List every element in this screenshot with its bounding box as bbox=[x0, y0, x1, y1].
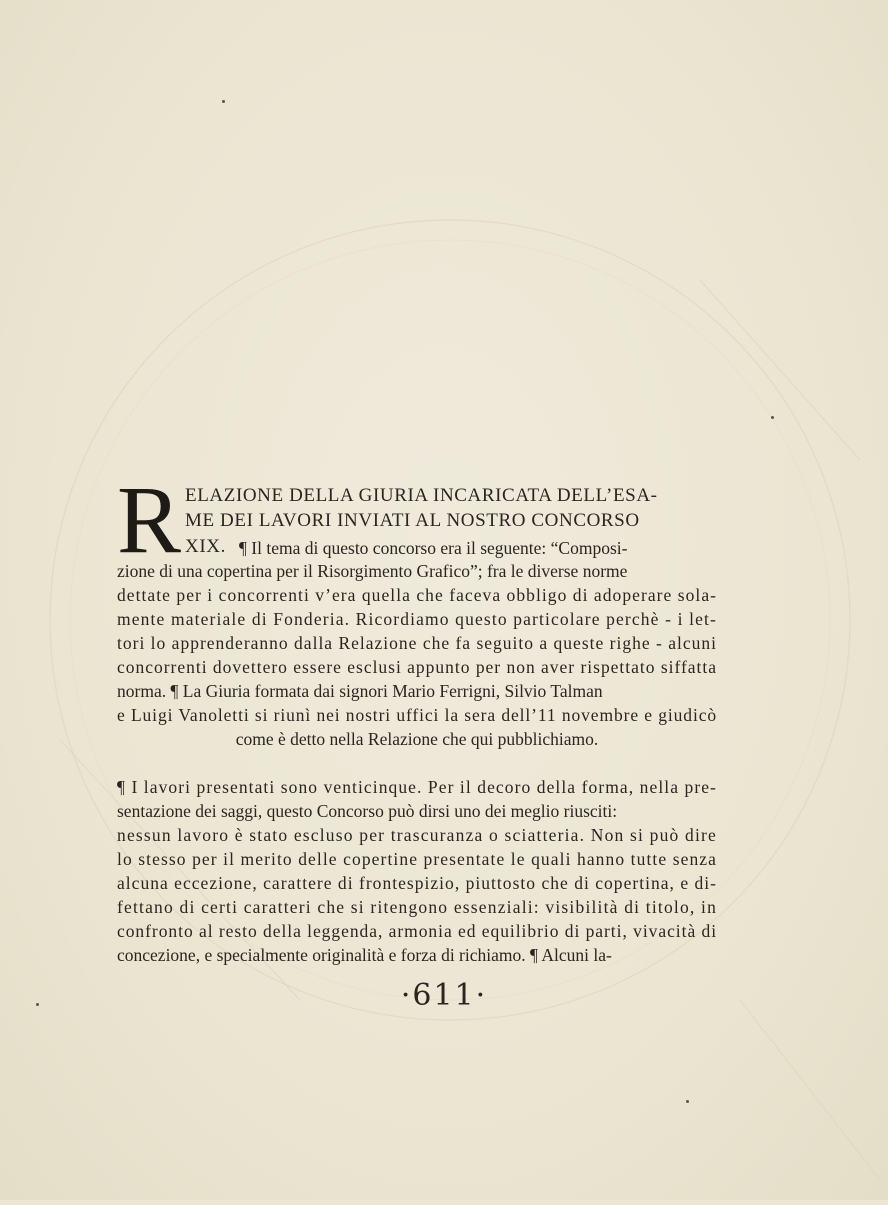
heading-line-3-caps: XIX. bbox=[185, 536, 226, 557]
paragraph-line: tori lo apprenderanno dalla Relazione che fa seguito a queste righe - alcuni bbox=[117, 633, 717, 653]
heading-line-3-text: ¶ Il tema di questo concorso era il seguente: “Composi- bbox=[239, 538, 628, 558]
paragraph-closing-line: come è detto nella Relazione che qui pubblichiamo. bbox=[235, 729, 599, 749]
paragraph-line: sentazione dei saggi, questo Concorso può dirsi uno dei meglio riusciti: bbox=[117, 801, 618, 821]
paragraph-line: zione di una copertina per il Risorgimento Grafico”; fra le diverse norme bbox=[117, 561, 628, 581]
speck bbox=[222, 100, 225, 103]
paragraph-line: nessun lavoro è stato escluso per trascuranza o sciatteria. Non si può dire bbox=[117, 825, 717, 845]
paragraph-line: e Luigi Vanoletti si riunì nei nostri uffici la sera dell’11 novembre e giudicò bbox=[117, 705, 718, 725]
paragraph-line: alcuna eccezione, carattere di frontespizio, piuttosto che di copertina, e di- bbox=[117, 873, 718, 893]
page-number: ·611· bbox=[400, 978, 488, 1013]
paragraph-line: concezione, e specialmente originalità e forza di richiamo. ¶ Alcuni la- bbox=[117, 945, 612, 965]
paragraph-line: norma. ¶ La Giuria formata dai signori Mario Ferrigni, Silvio Talman bbox=[117, 681, 603, 701]
paragraph-line: ¶ I lavori presentati sono venticinque. Per il decoro della forma, nella pre- bbox=[117, 777, 717, 797]
paragraph-line: concorrenti dovettero essere esclusi appunto per non aver rispettato siffatta bbox=[117, 657, 717, 677]
heading-line-1: ELAZIONE DELLA GIURIA INCARICATA DELL’ESA- bbox=[185, 485, 658, 506]
speck bbox=[771, 416, 774, 419]
paragraph-line: lo stesso per il merito delle copertine presentate le quali hanno tutte senza bbox=[117, 849, 718, 869]
paragraph-line: fettano di certi caratteri che si ritengono essenziali: visibilità di titolo, in bbox=[117, 897, 718, 917]
heading-line-2: ME DEI LAVORI INVIATI AL NOSTRO CONCORSO bbox=[185, 510, 640, 531]
paragraph-line: mente materiale di Fonderia. Ricordiamo questo particolare perchè - i let- bbox=[117, 609, 717, 629]
drop-cap: R bbox=[117, 466, 182, 573]
paragraph-line: dettate per i concorrenti v’era quella che faceva obbligo di adoperare sola- bbox=[117, 585, 718, 605]
paragraph-line: confronto al resto della leggenda, armonia ed equilibrio di parti, vivacità di bbox=[117, 921, 718, 941]
speck bbox=[686, 1100, 689, 1103]
